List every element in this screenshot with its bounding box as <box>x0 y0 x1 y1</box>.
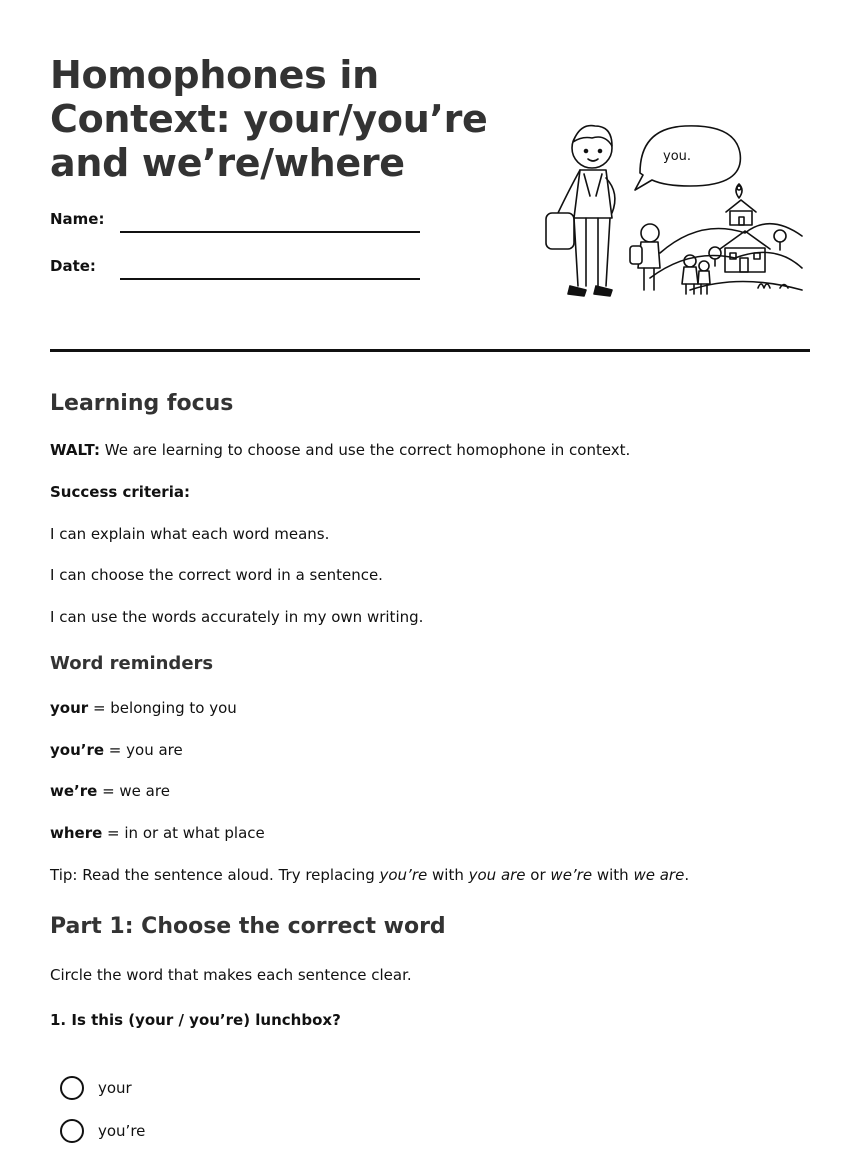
walt-text: We are learning to choose and use the correct homophone in context. <box>99 441 631 459</box>
header-divider <box>50 349 810 352</box>
reminder-word: where <box>50 824 103 842</box>
date-label: Date: <box>50 257 96 275</box>
reminder-meaning: = you are <box>104 741 183 759</box>
name-field[interactable] <box>120 231 420 233</box>
answer-option-youre[interactable] <box>60 1118 145 1144</box>
name-label: Name: <box>50 210 105 228</box>
tip-connector: with <box>427 866 469 884</box>
reminder-item <box>50 824 265 842</box>
part1-heading: Part 1: Choose the correct word <box>50 914 446 939</box>
option-label: you’re <box>98 1122 146 1140</box>
tip-word: you are <box>468 866 526 884</box>
tip-connector: with <box>592 866 634 884</box>
walt-label: WALT: <box>50 441 100 459</box>
tip-prefix: Tip: Read the sentence aloud. Try replacing <box>50 866 380 884</box>
tip-word: we are <box>633 866 685 884</box>
reminder-meaning: = belonging to you <box>88 699 237 717</box>
radio-circle[interactable] <box>60 1119 84 1143</box>
date-field[interactable] <box>120 278 420 280</box>
reminder-item <box>50 699 237 717</box>
criterion-item: I can choose the correct word in a sentence. <box>50 566 383 584</box>
criterion-item: I can explain what each word means. <box>50 525 330 543</box>
walt-statement <box>50 441 630 459</box>
answer-option-your[interactable] <box>60 1075 132 1101</box>
page-title: Homophones in Context: your/you’re and we’re/where <box>50 53 488 185</box>
radio-circle[interactable] <box>60 1076 84 1100</box>
tip-word: we’re <box>550 866 593 884</box>
word-reminders-heading: Word reminders <box>50 653 214 674</box>
reminder-word: you’re <box>50 741 105 759</box>
reminder-item <box>50 782 170 800</box>
option-label: your <box>98 1079 132 1097</box>
reminder-item <box>50 741 183 759</box>
tip-connector: or <box>525 866 551 884</box>
reminder-meaning: = we are <box>97 782 170 800</box>
speech-bubble-text: you. <box>663 149 692 164</box>
part1-instruction: Circle the word that makes each sentence clear. <box>50 966 412 984</box>
worksheet-page <box>50 0 810 1161</box>
learning-focus-heading: Learning focus <box>50 391 234 416</box>
kids-school-illustration <box>540 118 805 313</box>
reminder-word: your <box>50 699 89 717</box>
reminder-meaning: = in or at what place <box>102 824 265 842</box>
tip-word: you’re <box>379 866 428 884</box>
reminder-word: we’re <box>50 782 98 800</box>
success-criteria-label: Success criteria: <box>50 483 190 501</box>
tip-end: . <box>684 866 690 884</box>
criterion-item: I can use the words accurately in my own writing. <box>50 608 424 626</box>
tip-text <box>50 866 689 884</box>
question-prompt: 1. Is this (your / you’re) lunchbox? <box>50 1011 341 1029</box>
